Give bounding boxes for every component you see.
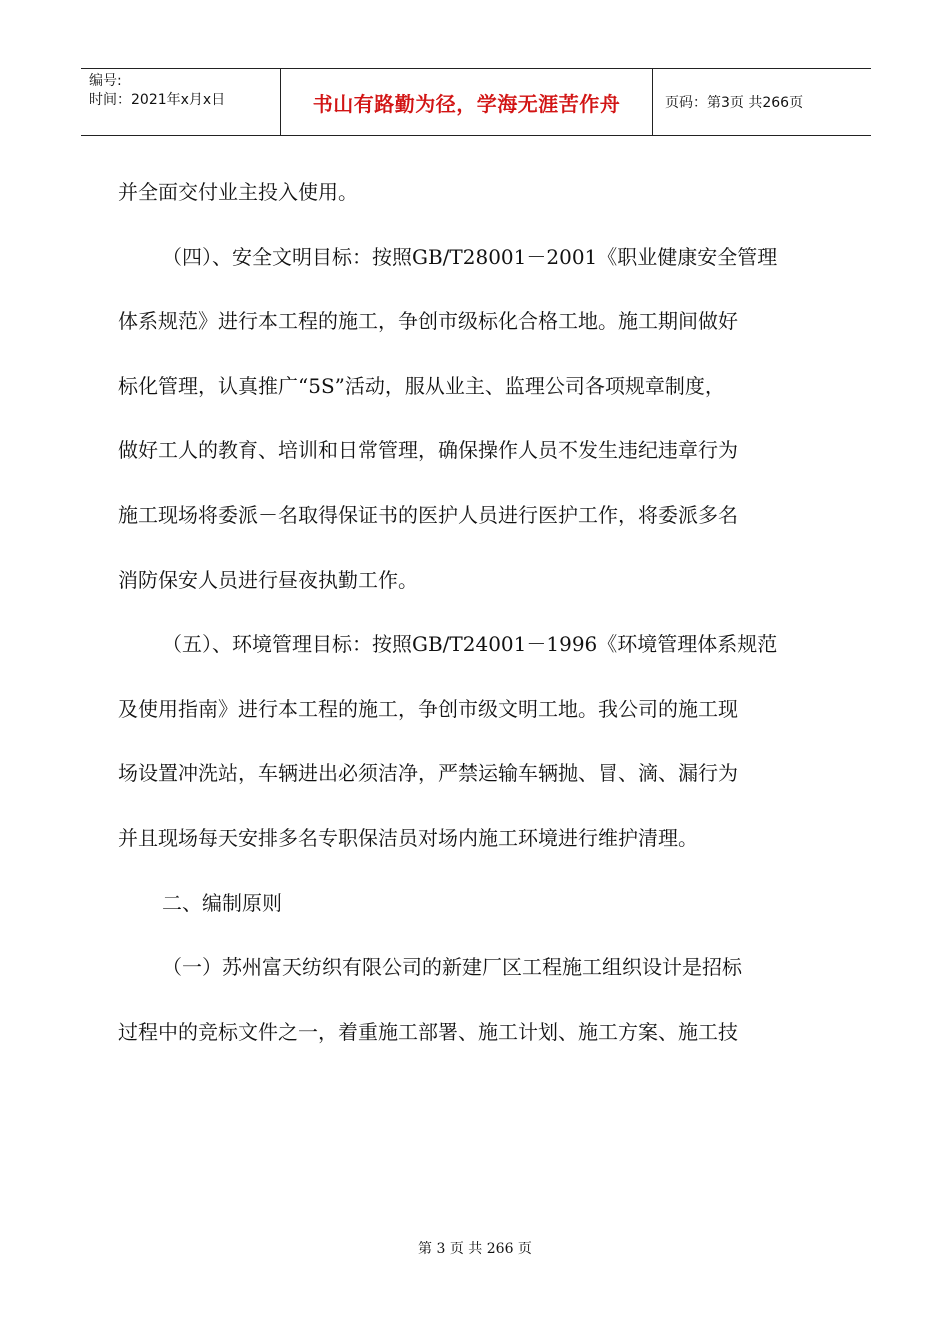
header-motto: 书山有路勤为径，学海无涯苦作舟 — [312, 91, 621, 116]
body-paragraph-line: （一）苏州富天纺织有限公司的新建厂区工程施工组织设计是招标 — [162, 955, 742, 980]
header-motto-cell — [281, 69, 653, 135]
header-meta-cell — [81, 69, 281, 135]
document-body — [118, 160, 834, 1064]
body-paragraph-line: 二、编制原则 — [162, 890, 282, 915]
page-footer: 第 3 页 共 266 页 — [418, 1241, 532, 1257]
body-paragraph-line: （四）、安全文明目标：按照GB/T28001－2001《职业健康安全管理 — [162, 244, 778, 269]
body-paragraph-line: 消防保安人员进行昼夜执勤工作。 — [118, 567, 418, 592]
body-paragraph-line: 场设置冲洗站，车辆进出必须洁净，严禁运输车辆抛、冒、滴、漏行为 — [118, 761, 738, 786]
document-header — [81, 68, 871, 136]
body-paragraph-line: 及使用指南》进行本工程的施工，争创市级文明工地。我公司的施工现 — [118, 696, 738, 721]
body-paragraph-line: 做好工人的教育、培训和日常管理，确保操作人员不发生违纪违章行为 — [118, 438, 738, 463]
body-paragraph-line: 体系规范》进行本工程的施工，争创市级标化合格工地。施工期间做好 — [118, 309, 738, 334]
header-page-code: 页码：第3页 共266页 — [665, 95, 804, 111]
body-paragraph-line: 过程中的竞标文件之一，着重施工部署、施工计划、施工方案、施工技 — [118, 1019, 738, 1044]
body-paragraph-line: 施工现场将委派－名取得保证书的医护人员进行医护工作，将委派多名 — [118, 502, 738, 527]
document-number-label: 编号: — [89, 73, 122, 89]
header-page-cell — [653, 69, 871, 135]
body-paragraph-line: （五）、环境管理目标：按照GB/T24001－1996《环境管理体系规范 — [162, 632, 778, 657]
body-paragraph-line: 并且现场每天安排多名专职保洁员对场内施工环境进行维护清理。 — [118, 825, 698, 850]
document-time-label: 时间：2021年x月x日 — [89, 92, 226, 108]
body-paragraph-line: 标化管理，认真推广“5S”活动，服从业主、监理公司各项规章制度， — [118, 373, 725, 398]
body-paragraph-line: 并全面交付业主投入使用。 — [118, 180, 358, 204]
